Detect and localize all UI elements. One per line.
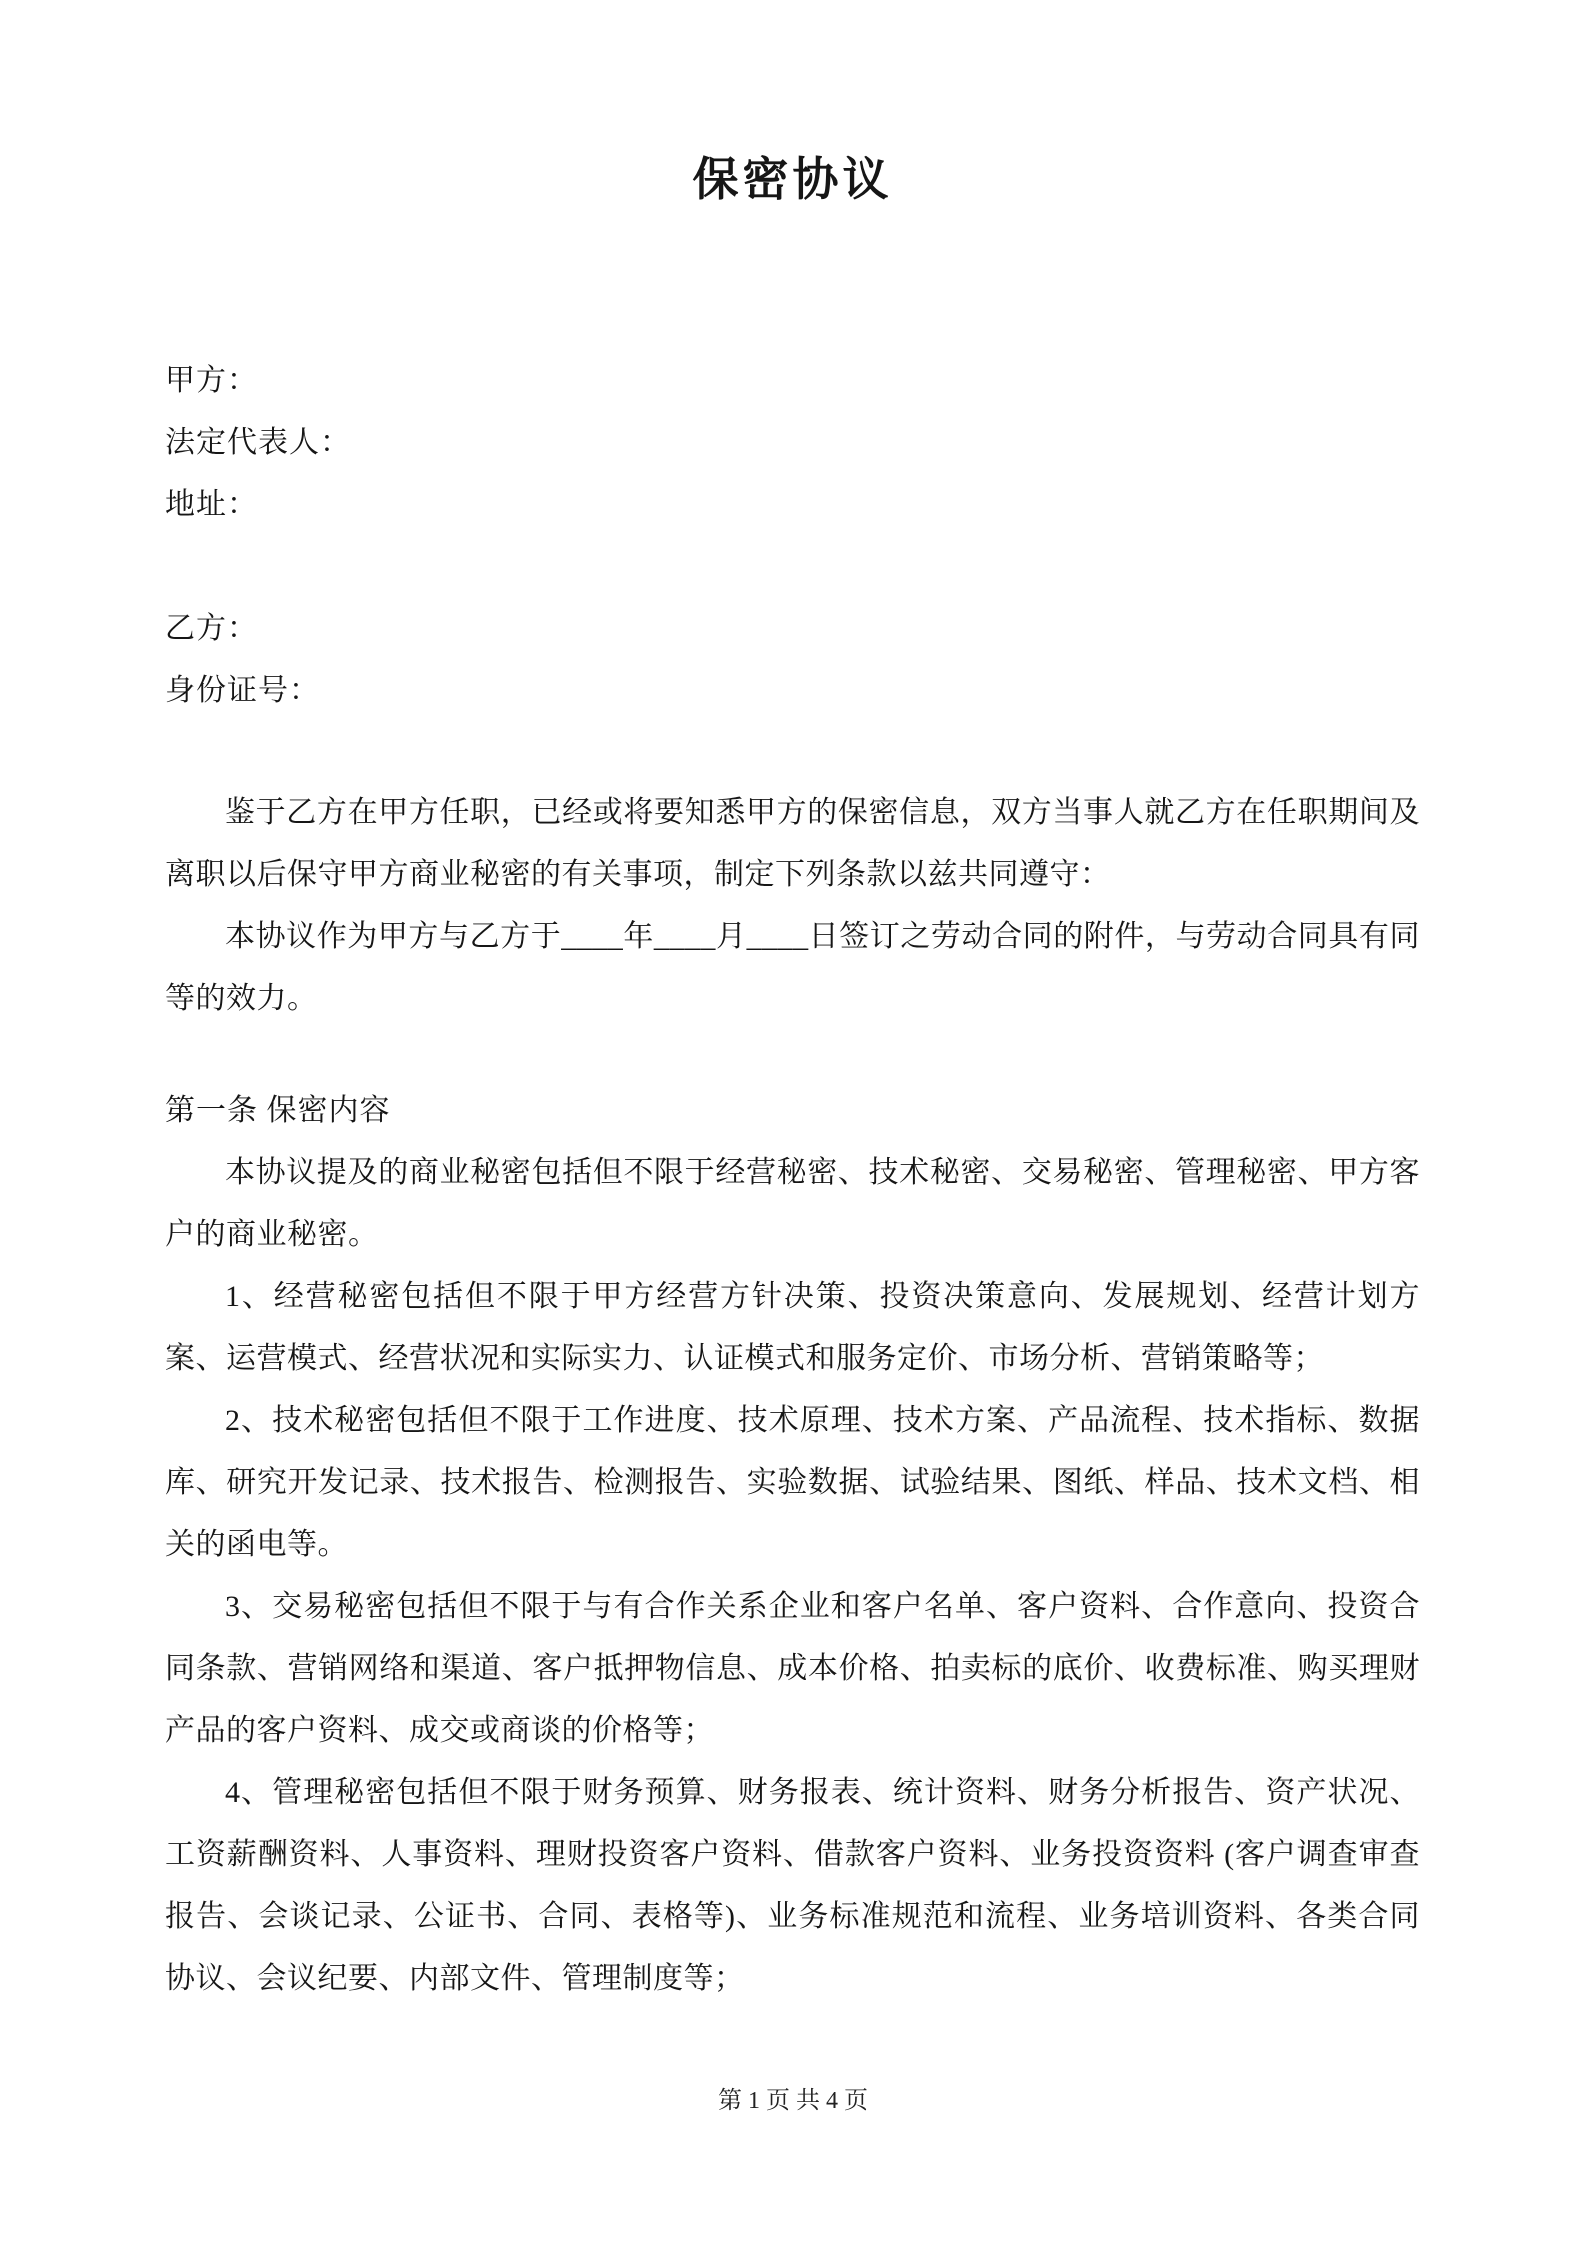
party-a-block — [165, 350, 1420, 536]
preamble-paragraph: 鉴于乙方在甲方任职，已经或将要知悉甲方的保密信息，双方当事人就乙方在任职期间及离职以后保守甲方商业秘密的有关事项，制定下列条款以兹共同遵守： — [165, 796, 1420, 891]
party-b-label: 乙方： — [165, 612, 258, 645]
clause-item-2: 2、技术秘密包括但不限于工作进度、技术原理、技术方案、产品流程、技术指标、数据库、研究开发记录、技术报告、检测报告、实验数据、试验结果、图纸、样品、技术文档、相关的函电等。 — [165, 1404, 1420, 1561]
party-b-block — [165, 598, 1420, 722]
legal-representative-label: 法定代表人： — [165, 426, 351, 459]
address-label: 地址： — [165, 488, 258, 521]
page-number-footer: 第 1 页 共 4 页 — [718, 2088, 868, 2114]
clause-item-4: 4、管理秘密包括但不限于财务预算、财务报表、统计资料、财务分析报告、资产状况、工资薪酬资料、人事资料、理财投资客户资料、借款客户资料、业务投资资料 (客户调查审查报告、会谈记录、公证书、合同、表格等)、业务标准规范和流程、业务培训资料、各类合同协议、会议纪要、内部文件、管理制度等； — [165, 1776, 1420, 1995]
document-title: 保密协议 — [692, 154, 893, 205]
clause-item-3: 3、交易秘密包括但不限于与有合作关系企业和客户名单、客户资料、合作意向、投资合同条款、营销网络和渠道、客户抵押物信息、成本价格、拍卖标的底价、收费标准、购买理财产品的客户资料、成交或商谈的价格等； — [165, 1590, 1420, 1747]
attachment-clause-paragraph: 本协议作为甲方与乙方于____年____月____日签订之劳动合同的附件，与劳动合同具有同等的效力。 — [165, 920, 1420, 1015]
section-1-intro-paragraph: 本协议提及的商业秘密包括但不限于经营秘密、技术秘密、交易秘密、管理秘密、甲方客户的商业秘密。 — [165, 1156, 1420, 1251]
section-1-heading: 第一条 保密内容 — [165, 1094, 391, 1127]
id-number-label: 身份证号： — [165, 674, 320, 707]
clause-item-1: 1、经营秘密包括但不限于甲方经营方针决策、投资决策意向、发展规划、经营计划方案、运营模式、经营状况和实际实力、认证模式和服务定价、市场分析、营销策略等； — [165, 1280, 1420, 1375]
party-a-label: 甲方： — [165, 364, 258, 397]
